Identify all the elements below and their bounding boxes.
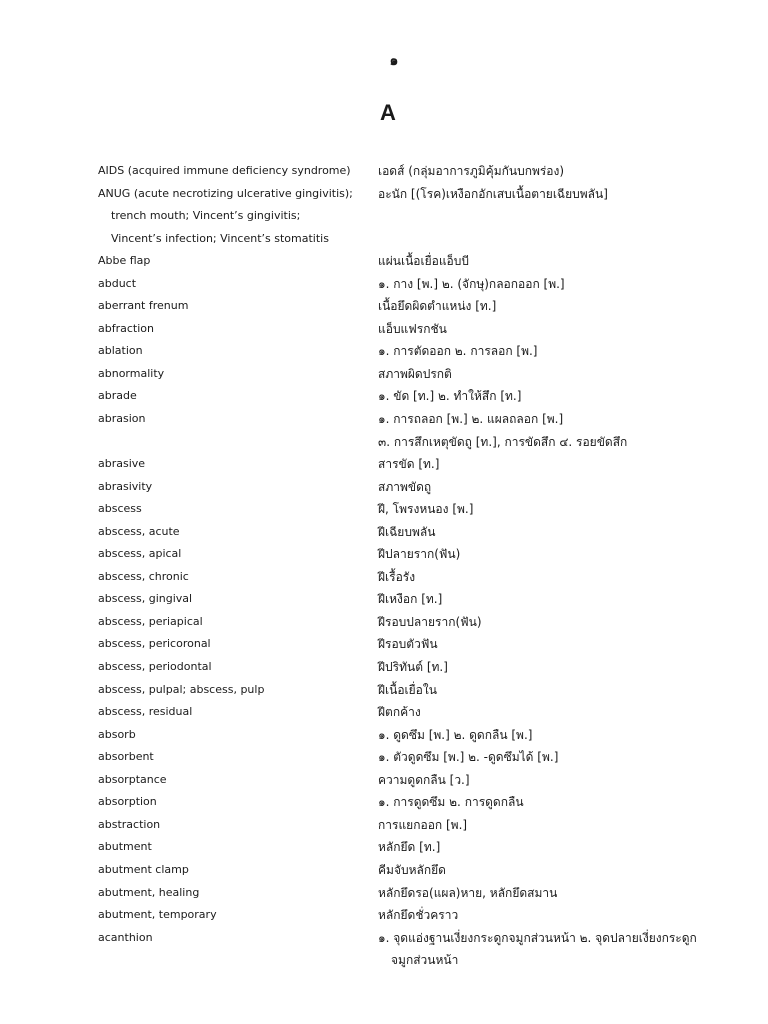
entry-definition: แผ่นเนื้อเยื่อแอ็บบี bbox=[378, 254, 469, 269]
dictionary-entry bbox=[0, 611, 768, 634]
entry-definition: แอ็บแฟรกชัน bbox=[378, 321, 447, 336]
entry-term: abscess, gingival bbox=[98, 592, 193, 606]
entry-definition: ฝีเฉียบพลัน bbox=[378, 524, 436, 539]
dictionary-entry bbox=[0, 498, 768, 521]
entry-definition: หลักยึดรอ(แผล)หาย, หลักยึดสมาน bbox=[378, 885, 558, 900]
dictionary-entry bbox=[0, 904, 768, 927]
dictionary-entry bbox=[0, 656, 768, 679]
entry-term: abutment bbox=[98, 840, 152, 854]
entry-definition: ๑. กาง [พ.] ๒. (จักษุ)กลอกออก [พ.] bbox=[378, 276, 565, 291]
entry-term: abutment, healing bbox=[98, 885, 200, 899]
entry-term: absorb bbox=[98, 727, 136, 741]
entry-definition: ๑. ตัวดูดซึม [พ.] ๒. -ดูดซึมได้ [พ.] bbox=[378, 750, 559, 765]
entry-definition: ๑. ขัด [ท.] ๒. ทำให้สึก [ท.] bbox=[378, 389, 522, 404]
dictionary-entry bbox=[0, 543, 768, 566]
entry-term: abscess, periapical bbox=[98, 614, 203, 628]
entry-term: abscess, periodontal bbox=[98, 660, 212, 674]
dictionary-entry bbox=[0, 205, 768, 228]
entry-definition: ๑. การดูดซึม ๒. การดูดกลืน bbox=[378, 795, 524, 810]
entry-term: absorptance bbox=[98, 772, 167, 786]
dictionary-entry bbox=[0, 791, 768, 814]
dictionary-entry bbox=[0, 160, 768, 183]
entry-term: abnormality bbox=[98, 366, 165, 380]
entry-term: abscess, chronic bbox=[98, 569, 189, 583]
dictionary-entry bbox=[0, 295, 768, 318]
section-letter: A bbox=[380, 100, 396, 125]
entry-definition-continuation: จมูกส่วนหน้า bbox=[391, 953, 459, 968]
entry-term: absorbent bbox=[98, 750, 154, 764]
entry-definition: ๑. การตัดออก ๒. การลอก [พ.] bbox=[378, 344, 538, 359]
entry-term: ablation bbox=[98, 344, 143, 358]
entry-term: abrade bbox=[98, 389, 137, 403]
dictionary-entry bbox=[0, 836, 768, 859]
entry-definition: เอดส์ (กลุ่มอาการภูมิคุ้มกันบกพร่อง) bbox=[378, 164, 565, 178]
dictionary-entry bbox=[0, 701, 768, 724]
dictionary-entry bbox=[0, 859, 768, 882]
entry-term: AIDS (acquired immune deficiency syndrome) bbox=[98, 164, 351, 177]
entry-term: abduct bbox=[98, 276, 137, 290]
entry-term: acanthion bbox=[98, 930, 153, 944]
entry-term: abscess, acute bbox=[98, 524, 180, 538]
entry-definition: สภาพขัดถู bbox=[378, 479, 432, 494]
entry-term: abutment, temporary bbox=[98, 908, 217, 922]
dictionary-entry bbox=[0, 588, 768, 611]
entry-term: abscess, pericoronal bbox=[98, 637, 211, 651]
entry-definition: ๑. การถลอก [พ.] ๒. แผลถลอก [พ.] bbox=[378, 412, 564, 427]
dictionary-entry bbox=[0, 431, 768, 454]
dictionary-entry bbox=[0, 453, 768, 476]
dictionary-entry bbox=[0, 273, 768, 296]
dictionary-entry bbox=[0, 769, 768, 792]
entry-definition: การแยกออก [พ.] bbox=[378, 817, 468, 832]
entry-definition: อะนัก [(โรค)เหงือกอักเสบเนื้อตายเฉียบพลัน] bbox=[378, 186, 608, 201]
entry-term: abrasive bbox=[98, 457, 146, 471]
dictionary-entries bbox=[0, 160, 768, 972]
dictionary-entry bbox=[0, 724, 768, 747]
entry-definition: หลักยึดชั่วคราว bbox=[378, 908, 459, 923]
entry-term: abscess, residual bbox=[98, 705, 193, 719]
entry-definition: ๑. ดูดซึม [พ.] ๒. ดูดกลืน [พ.] bbox=[378, 727, 533, 742]
entry-term: abfraction bbox=[98, 321, 154, 335]
entry-definition: คีมจับหลักยึด bbox=[378, 862, 446, 877]
entry-definition: ฝีเหงือก [ท.] bbox=[378, 592, 443, 607]
entry-term: abscess bbox=[98, 502, 142, 516]
dictionary-entry bbox=[0, 228, 768, 251]
dictionary-entry bbox=[0, 949, 768, 972]
dictionary-entry bbox=[0, 566, 768, 589]
dictionary-entry bbox=[0, 882, 768, 905]
dictionary-entry bbox=[0, 476, 768, 499]
entry-definition: ๓. การสึกเหตุขัดถู [ท.], การขัดสึก ๔. รอยขัดสึก bbox=[378, 434, 628, 449]
entry-term: ANUG (acute necrotizing ulcerative gingivitis); bbox=[98, 186, 353, 200]
entry-definition: ฝีรอบตัวฟัน bbox=[378, 637, 438, 652]
dictionary-entry bbox=[0, 746, 768, 769]
entry-definition: ฝีเรื้อรัง bbox=[378, 569, 416, 584]
entry-term: abstraction bbox=[98, 817, 161, 831]
dictionary-entry bbox=[0, 250, 768, 273]
entry-term: abscess, pulpal; abscess, pulp bbox=[98, 682, 265, 696]
entry-definition: ฝีเนื้อเยื่อใน bbox=[378, 682, 437, 697]
dictionary-entry bbox=[0, 927, 768, 950]
entry-term: abutment clamp bbox=[98, 862, 189, 876]
entry-definition: ฝีปริทันต์ [ท.] bbox=[378, 660, 448, 675]
dictionary-entry bbox=[0, 385, 768, 408]
entry-term: Abbe flap bbox=[98, 254, 151, 268]
entry-definition: สารขัด [ท.] bbox=[378, 457, 440, 472]
entry-definition: ความดูดกลืน [ว.] bbox=[378, 772, 470, 787]
dictionary-entry bbox=[0, 679, 768, 702]
dictionary-entry bbox=[0, 340, 768, 363]
entry-definition: ฝี, โพรงหนอง [พ.] bbox=[378, 502, 474, 517]
entry-definition: ฝีปลายราก(ฟัน) bbox=[378, 547, 461, 562]
entry-term: abrasivity bbox=[98, 479, 153, 493]
dictionary-entry bbox=[0, 363, 768, 386]
entry-definition: ๑. จุดแอ่งฐานเงี่ยงกระดูกจมูกส่วนหน้า ๒. จุดปลายเงี่ยงกระดูก bbox=[378, 930, 697, 945]
dictionary-entry bbox=[0, 633, 768, 656]
page-number: ๑ bbox=[389, 53, 399, 69]
entry-definition: เนื้อยึดผิดตำแหน่ง [ท.] bbox=[378, 299, 497, 314]
entry-term: abrasion bbox=[98, 412, 146, 426]
dictionary-entry bbox=[0, 814, 768, 837]
dictionary-entry bbox=[0, 521, 768, 544]
dictionary-entry bbox=[0, 183, 768, 206]
dictionary-entry bbox=[0, 408, 768, 431]
entry-definition: สภาพผิดปรกติ bbox=[378, 366, 452, 381]
entry-definition: หลักยึด [ท.] bbox=[378, 840, 441, 855]
entry-term: abscess, apical bbox=[98, 547, 182, 561]
entry-definition: ฝีรอบปลายราก(ฟัน) bbox=[378, 614, 482, 629]
entry-term-continuation: trench mouth; Vincent’s gingivitis; bbox=[111, 209, 301, 223]
entry-term: aberrant frenum bbox=[98, 299, 189, 313]
entry-term: absorption bbox=[98, 795, 157, 809]
dictionary-entry bbox=[0, 318, 768, 341]
entry-definition: ฝีตกค้าง bbox=[378, 705, 421, 720]
entry-term-continuation: Vincent’s infection; Vincent’s stomatitis bbox=[111, 231, 329, 245]
